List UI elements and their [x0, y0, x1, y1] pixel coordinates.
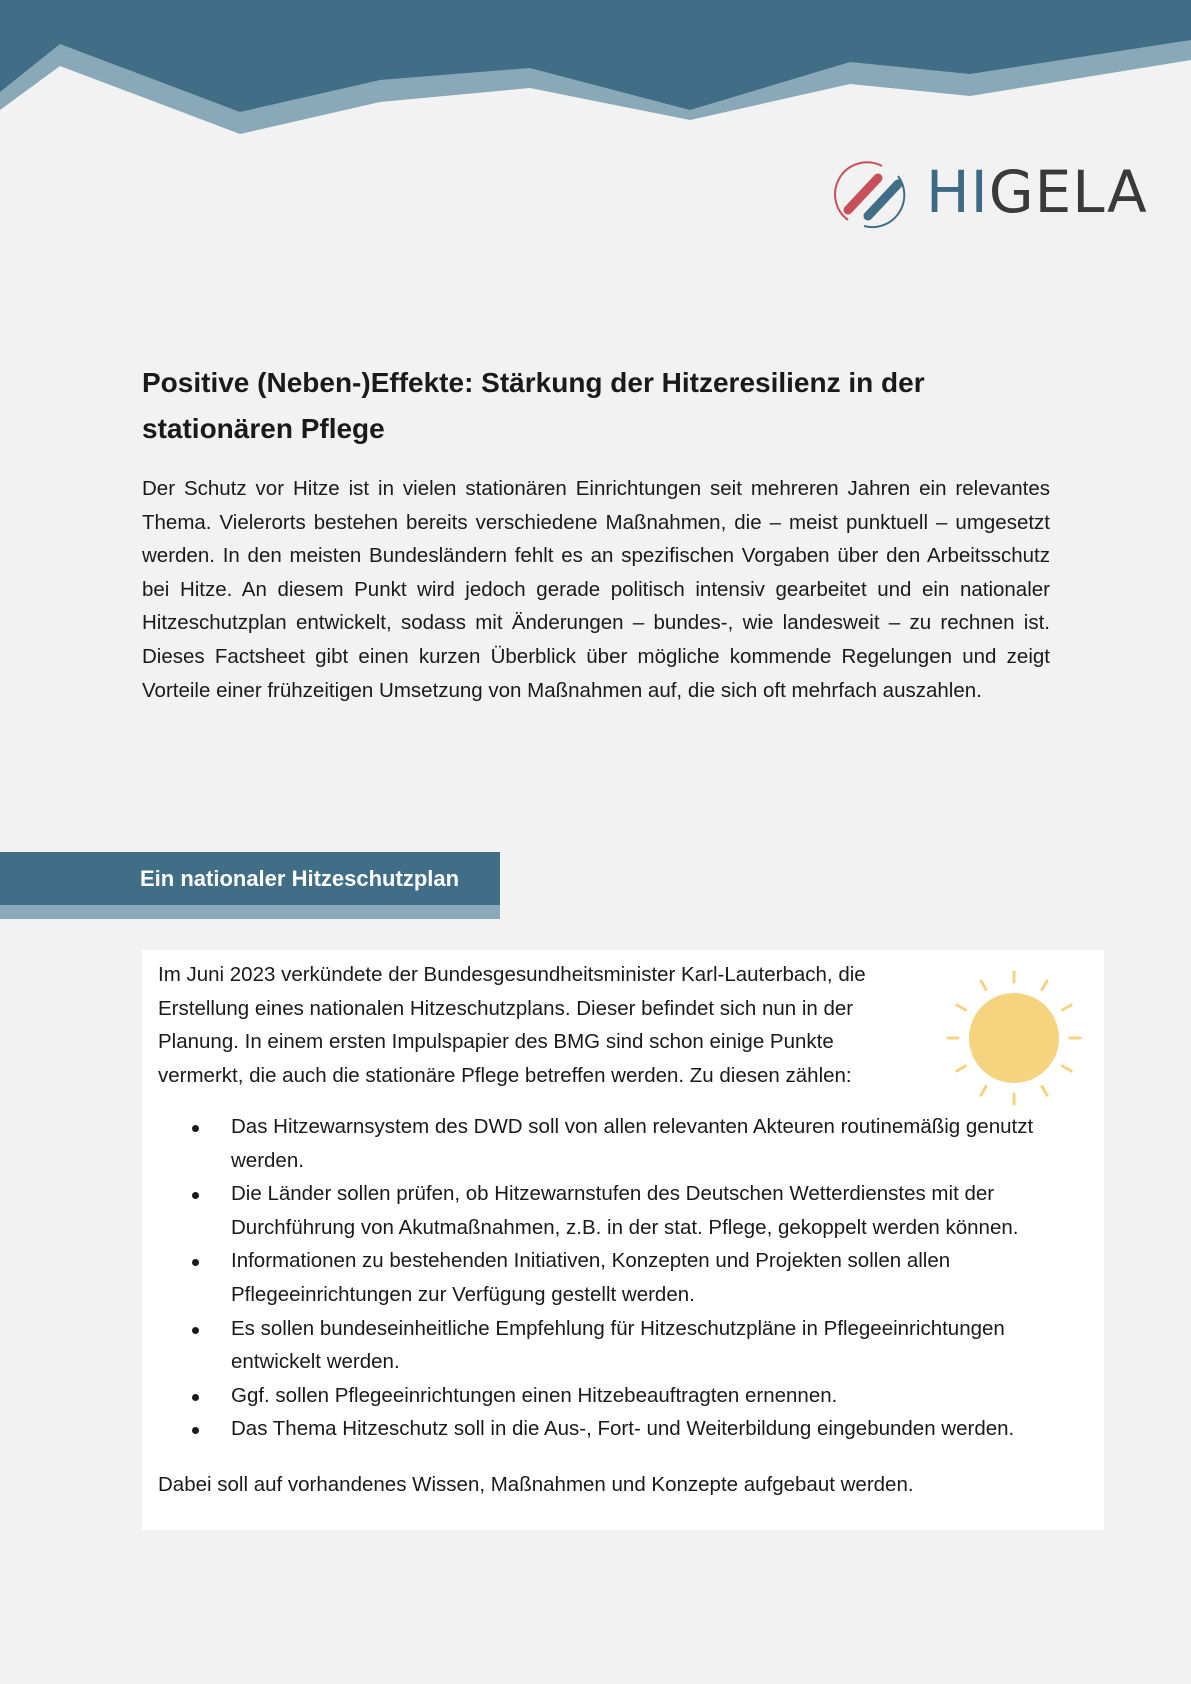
bullet-icon: [192, 1327, 199, 1334]
bullet-icon: [192, 1427, 199, 1434]
logo-mark-icon: [834, 160, 912, 232]
section-header-band: [0, 852, 500, 922]
bullet-icon: [192, 1192, 199, 1199]
list-item: [158, 1412, 1088, 1446]
list-item-text: Informationen zu bestehenden Initiativen, Konzepten und Projekten sollen allen Pflegeeinrichtungen zur Verfügung gestellt werden.: [231, 1249, 951, 1306]
hitzeschutzplan-box: [142, 950, 1104, 1530]
list-item: [158, 1312, 1088, 1379]
bullet-icon: [192, 1125, 199, 1132]
sun-ray: [1042, 981, 1047, 990]
list-item-text: Das Thema Hitzeschutz soll in die Aus-, Fort- und Weiterbildung eingebunden werden.: [231, 1417, 1015, 1441]
list-item: [158, 1177, 1088, 1244]
sun-ray: [981, 1087, 986, 1096]
intro-paragraph: Der Schutz vor Hitze ist in vielen stationären Einrichtungen seit mehreren Jahren ein relevantes Thema. Vielerorts bestehen bereits verschiedene Maßnahmen, die – meist punktuell – umgesetzt werden. In den meisten Bundesländern fehlt es an spezifischen Vorgaben über den Arbeitsschutz bei Hitze. An diesem Punkt wird jedoch gerade politisch intensiv gearbeitet und ein nationaler Hitzeschutzplan entwickelt, sodass mit Änderungen – bundes-, wie landesweit – zu rechnen ist. Dieses Factsheet gibt einen kurzen Überblick über mögliche kommende Regelungen und zeigt Vorteile einer frühzeitigen Umsetzung von Maßnahmen auf, die sich oft mehrfach auszahlen.: [142, 477, 1050, 702]
higela-logo: [834, 156, 1164, 236]
list-item: [158, 1379, 1088, 1413]
list-item-text: Ggf. sollen Pflegeeinrichtungen einen Hitzebeauftragten ernennen.: [231, 1383, 838, 1407]
sun-ray: [1063, 1066, 1072, 1071]
sun-ray: [1042, 1087, 1047, 1096]
section-intro-paragraph: Im Juni 2023 verkündete der Bundesgesundheitsminister Karl-Lauterbach, die Erstellung eines nationalen Hitzeschutzplans. Dieser befindet sich nun in der Planung. In einem ersten Impulspapier des BMG sind schon einige Punkte vermerkt, die auch die stationäre Pflege betreffen werden. Zu diesen zählen:: [158, 963, 866, 1087]
page-title: Positive (Neben-)Effekte: Stärkung der Hitzeresilienz in der stationären Pflege: [142, 367, 925, 444]
list-item-text: Das Hitzewarnsystem des DWD soll von allen relevanten Akteuren routinemäßig genutzt werden.: [231, 1115, 1034, 1172]
sun-ray: [1063, 1005, 1072, 1010]
header-wave-decoration: [0, 0, 1191, 140]
bullet-icon: [192, 1394, 199, 1401]
sun-ray: [981, 981, 986, 990]
logo-prefix: HI: [926, 158, 989, 226]
list-item: [158, 1244, 1088, 1311]
section-title: Ein nationaler Hitzeschutzplan: [140, 866, 460, 891]
sun-ray: [957, 1066, 966, 1071]
measures-list: [158, 1110, 1088, 1446]
list-item: [158, 1110, 1088, 1177]
bullet-icon: [192, 1259, 199, 1266]
logo-wordmark: [926, 152, 1148, 232]
sun-icon: [944, 968, 1084, 1108]
section-outro-paragraph: Dabei soll auf vorhandenes Wissen, Maßnahmen und Konzepte aufgebaut werden.: [158, 1473, 914, 1496]
logo-suffix: GELA: [988, 158, 1148, 226]
list-item-text: Es sollen bundeseinheitliche Empfehlung für Hitzeschutzpläne in Pflegeeinrichtungen entwickelt werden.: [231, 1316, 1005, 1374]
sun-ray: [957, 1005, 966, 1010]
list-item-text: Die Länder sollen prüfen, ob Hitzewarnstufen des Deutschen Wetterdienstes mit der Durchführung von Akutmaßnahmen, z.B. in der stat. Pflege, gekoppelt werden können.: [231, 1182, 1019, 1239]
section-band-light: [0, 905, 500, 919]
